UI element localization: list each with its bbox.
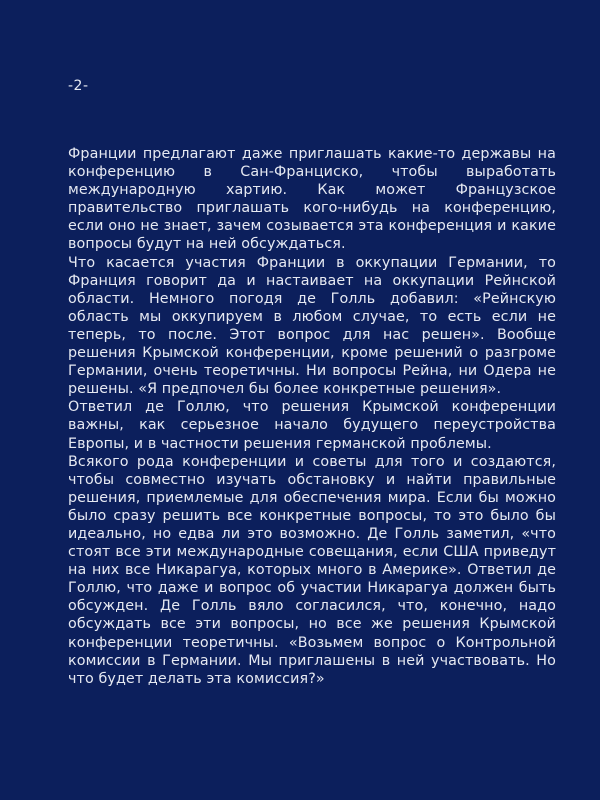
- paragraph: Ответил де Голлю, что решения Крымской конференции важны, как серьезное начало будущего переустройства Европы, и в частности решения германской проблемы.: [68, 399, 556, 452]
- paragraph: Франции предлагают даже приглашать какие-то державы на конференцию в Сан-Франциско, чтобы выработать международную хартию. Как может Французское правительство приглашать кого-нибудь на конференцию, если оно не знает, зачем созывается эта конференция и какие вопросы будут на ней обсуждаться.: [68, 146, 556, 253]
- body-text: [68, 145, 556, 688]
- page-number: -2-: [68, 78, 89, 94]
- paragraph: Что касается участия Франции в оккупации Германии, то Франция говорит да и настаивает на оккупации Рейнской области. Немного погодя де Голль добавил: «Рейнскую область мы оккупируем в любом случае, то есть если не теперь, то после. Этот вопрос для нас решен». Вообще решения Крымской конференции, кроме решений о разгроме Германии, очень теоретичны. Ни вопросы Рейна, ни Одера не решены. «Я предпочел бы более конкретные решения».: [68, 254, 556, 398]
- paragraph: Всякого рода конференции и советы для того и создаются, чтобы совместно изучать обстановку и найти правильные решения, приемлемые для обеспечения мира. Если бы можно было сразу решить все конкретные вопросы, то это было бы идеально, но едва ли это возможно. Де Голль заметил, «что стоят все эти международные совещания, если США приведут на них все Никарагуа, которых много в Америке». Ответил де Голлю, что даже и вопрос об участии Никарагуа должен быть обсужден. Де Голль вяло согласился, что, конечно, надо обсуждать все эти вопросы, но все же решения Крымской конференции теоретичны. «Возьмем вопрос о Контрольной комиссии в Германии. Мы приглашены в ней участвовать. Но что будет делать эта комиссия?»: [68, 453, 556, 687]
